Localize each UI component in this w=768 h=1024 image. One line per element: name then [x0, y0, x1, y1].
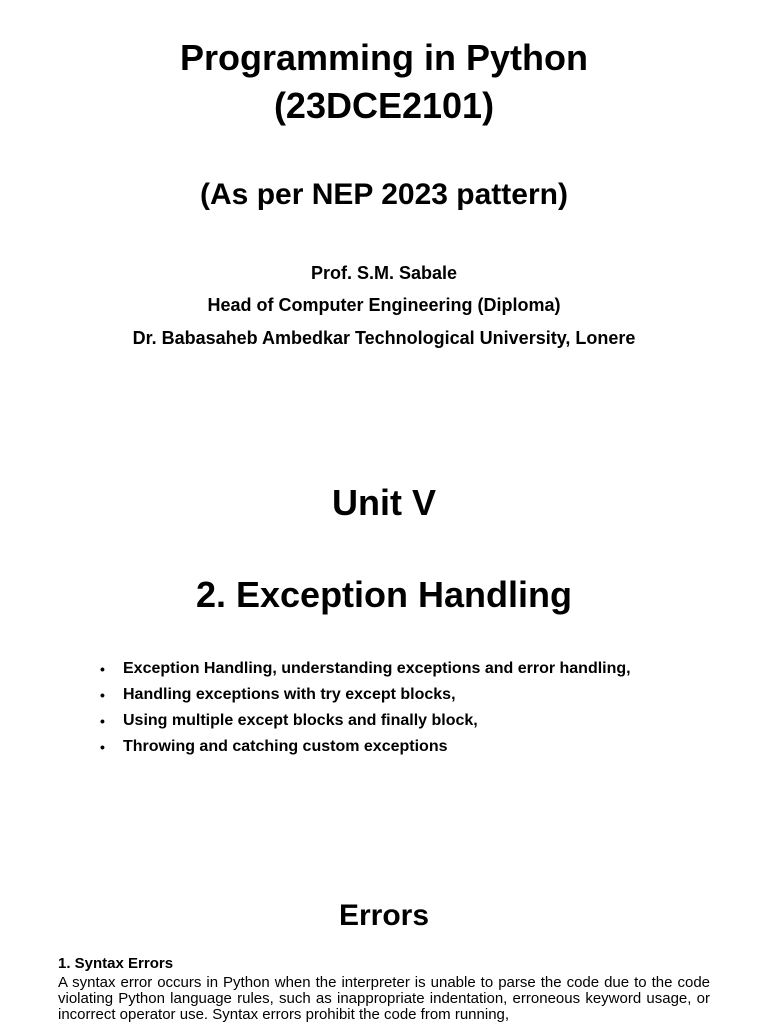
unit-label: Unit V: [332, 482, 436, 523]
course-title: Programming in Python: [179, 37, 589, 78]
syntax-errors-heading: 1. Syntax Errors: [58, 955, 174, 972]
topic-item: [100, 682, 631, 708]
topic-text: Exception Handling, understanding exceptions and error handling,: [123, 660, 631, 677]
unit-topic: 2. Exception Handling: [195, 574, 573, 615]
syllabus-pattern: (As per NEP 2023 pattern): [200, 178, 568, 211]
bullet-icon: •: [100, 687, 105, 703]
bullet-icon: •: [100, 713, 105, 729]
topic-item: [100, 656, 631, 682]
errors-heading: Errors: [338, 899, 430, 932]
topic-list: [100, 656, 631, 760]
topic-text: Using multiple except blocks and finally block,: [123, 712, 478, 729]
course-code: (23DCE2101): [273, 85, 495, 126]
bullet-icon: •: [100, 661, 105, 677]
topic-item: [100, 734, 631, 760]
topic-item: [100, 708, 631, 734]
bullet-icon: •: [100, 739, 105, 755]
topic-text: Throwing and catching custom exceptions: [123, 738, 448, 755]
topic-text: Handling exceptions with try except blocks,: [123, 686, 456, 703]
syntax-errors-paragraph: A syntax error occurs in Python when the interpreter is unable to parse the code due to the code violating Python language rules, such as inappropriate indentation, erroneous keyword usage, or incorrect operator use. Syntax errors prohibit the code from running,: [58, 974, 710, 1023]
author-position: Head of Computer Engineering (Diploma): [207, 295, 561, 315]
author-name: Prof. S.M. Sabale: [310, 263, 458, 283]
author-institution: Dr. Babasaheb Ambedkar Technological University, Lonere: [132, 328, 636, 348]
